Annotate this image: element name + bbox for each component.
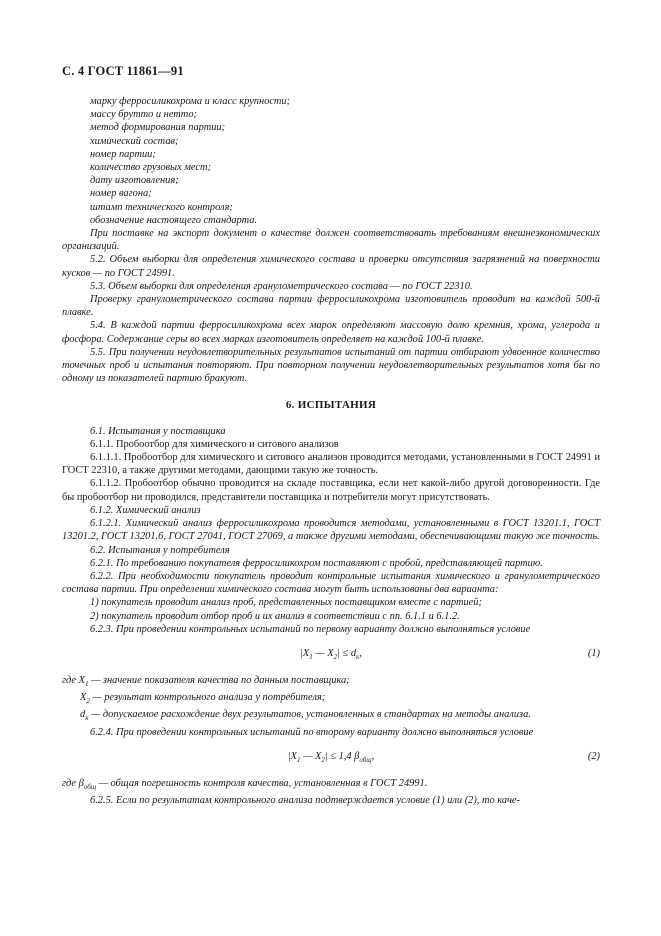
formula-1-number: (1) — [587, 647, 600, 659]
paragraph-6-2: 6.2. Испытания у потребителя — [90, 544, 230, 556]
list-item: марку ферросиликохрома и класс крупности; — [90, 96, 291, 107]
paragraph-6-1-1: 6.1.1. Пробоотбор для химического и ситового анализов — [90, 438, 339, 450]
formula-2 — [62, 747, 600, 769]
paragraph-6-1-2-1: 6.1.2.1. Химический анализ ферросиликохрома проводится методами, установленными в ГОСТ 13201.1, ГОСТ 13201.2, ГОСТ 13201.6, ГОСТ 27041, ГОСТ 27069, а также другими методами, обеспечивающими такую же точность. — [62, 518, 600, 543]
paragraph-6-2-4: 6.2.4. При проведении контрольных испытаний по второму варианту должно выполняться условие — [90, 726, 534, 738]
paragraph-6-2-3: 6.2.3. При проведении контрольных испытаний по первому варианту должно выполняться условие — [90, 623, 531, 635]
paragraph-5-3: 5.3. Объем выборки для определения гранулометрического состава — по ГОСТ 22310. — [90, 280, 473, 292]
formula-1 — [62, 644, 600, 666]
paragraph-6-2-1: 6.2.1. По требованию покупателя ферросиликохром поставляют с пробой, представляющей партию. — [90, 557, 543, 569]
marking-list — [62, 95, 600, 227]
paragraph-6-1-2: 6.1.2. Химический анализ — [90, 504, 201, 516]
paragraph-5-5: 5.5. При получении неудовлетворительных результатов испытаний от партии отбирают удвоенное количество точечных проб и испытания повторяют. При повторном получении неудовлетворительных результатов хотя бы по одному из показателей партию бракуют. — [62, 346, 600, 385]
paragraph-5-2: 5.2. Объем выборки для определения химического состава и проверки отсутствия загрязнений на поверхности кусков — по ГОСТ 24991. — [62, 254, 600, 279]
variant-1: 1) покупатель проводит анализ проб, представленных поставщиком вместе с партией; — [90, 597, 482, 609]
paragraph-6-1-1-1: 6.1.1.1. Пробоотбор для химического и ситового анализов проводится методами, установленными в ГОСТ 24991 и ГОСТ 22310, а также другими методами, дающими такую же точность. — [62, 452, 600, 477]
list-item: дату изготовления; — [90, 175, 179, 187]
list-item: массу брутто и нетто; — [90, 109, 197, 121]
formula-2-number: (2) — [587, 750, 600, 762]
list-item: номер партии; — [90, 148, 156, 160]
paragraph-6-2-5: 6.2.5. Если по результатам контрольного анализа подтверждается условие (1) или (2), то каче- — [90, 795, 520, 807]
list-item: обозначение настоящего стандарта. — [90, 214, 258, 226]
where-x1: где $X_1$ — значение показателя качества по данным поставщика; — [62, 674, 350, 688]
section-title: 6. ИСПЫТАНИЯ — [285, 399, 377, 412]
list-item: штамп технического контроля; — [90, 201, 233, 213]
paragraph-6-1-1-2: 6.1.1.2. Пробоотбор обычно проводится на складе поставщика, если нет какой-либо другой договоренности. Где бы пробоотбор ни проводился, представители поставщика и потребители могут присутствовать. — [62, 478, 600, 503]
paragraph-6-2-2: 6.2.2. При необходимости покупатель проводит контрольные испытания химического и гранулометрического состава партии. При определении химического состава могут быть использованы два варианта: — [62, 570, 600, 596]
where-dk: $d_к$ — допускаемое расхождение двух результатов, установленных в стандартах на методы анализа. — [80, 709, 531, 723]
paragraph-5-4: 5.4. В каждой партии ферросиликохрома всех марок определяют массовую долю кремния, хрома, углерода и фосфора. Содержание серы во всех марках изготовитель определяет на каждой 100-й плавке. — [62, 320, 600, 345]
formula-2-expression: $|X_1$ — $X_2| \le 1,4$ $\beta_{общ}$, — [287, 750, 375, 765]
list-item: номер вагона; — [90, 188, 152, 200]
page-body — [62, 95, 600, 807]
list-item: химический состав; — [90, 135, 179, 147]
variant-2: 2) покупатель проводит отбор проб и их анализ в соответствии с пп. 6.1.1 и 6.1.2. — [90, 610, 460, 622]
where-beta: где $\beta_{общ}$ — общая погрешность контроля качества, установленная в ГОСТ 24991. — [62, 777, 428, 792]
page-header: С. 4 ГОСТ 11861—91 — [62, 64, 184, 78]
where-x2: $X_2$ — результат контрольного анализа у потребителя; — [80, 692, 326, 706]
paragraph-6-1: 6.1. Испытания у поставщика — [90, 425, 226, 437]
paragraph-export: При поставке на экспорт документ о качестве должен соответствовать требованиям внешнеэкономических организаций. — [62, 228, 600, 253]
formula-1-expression: $|X_1$ — $X_2| \le d_к$, — [300, 647, 362, 661]
paragraph-5-3b: Проверку гранулометрического состава партии ферросиликохрома изготовитель проводит на каждой 500-й плавке. — [62, 294, 600, 319]
list-item: количество грузовых мест; — [90, 162, 211, 174]
list-item: метод формирования партии; — [90, 122, 226, 134]
